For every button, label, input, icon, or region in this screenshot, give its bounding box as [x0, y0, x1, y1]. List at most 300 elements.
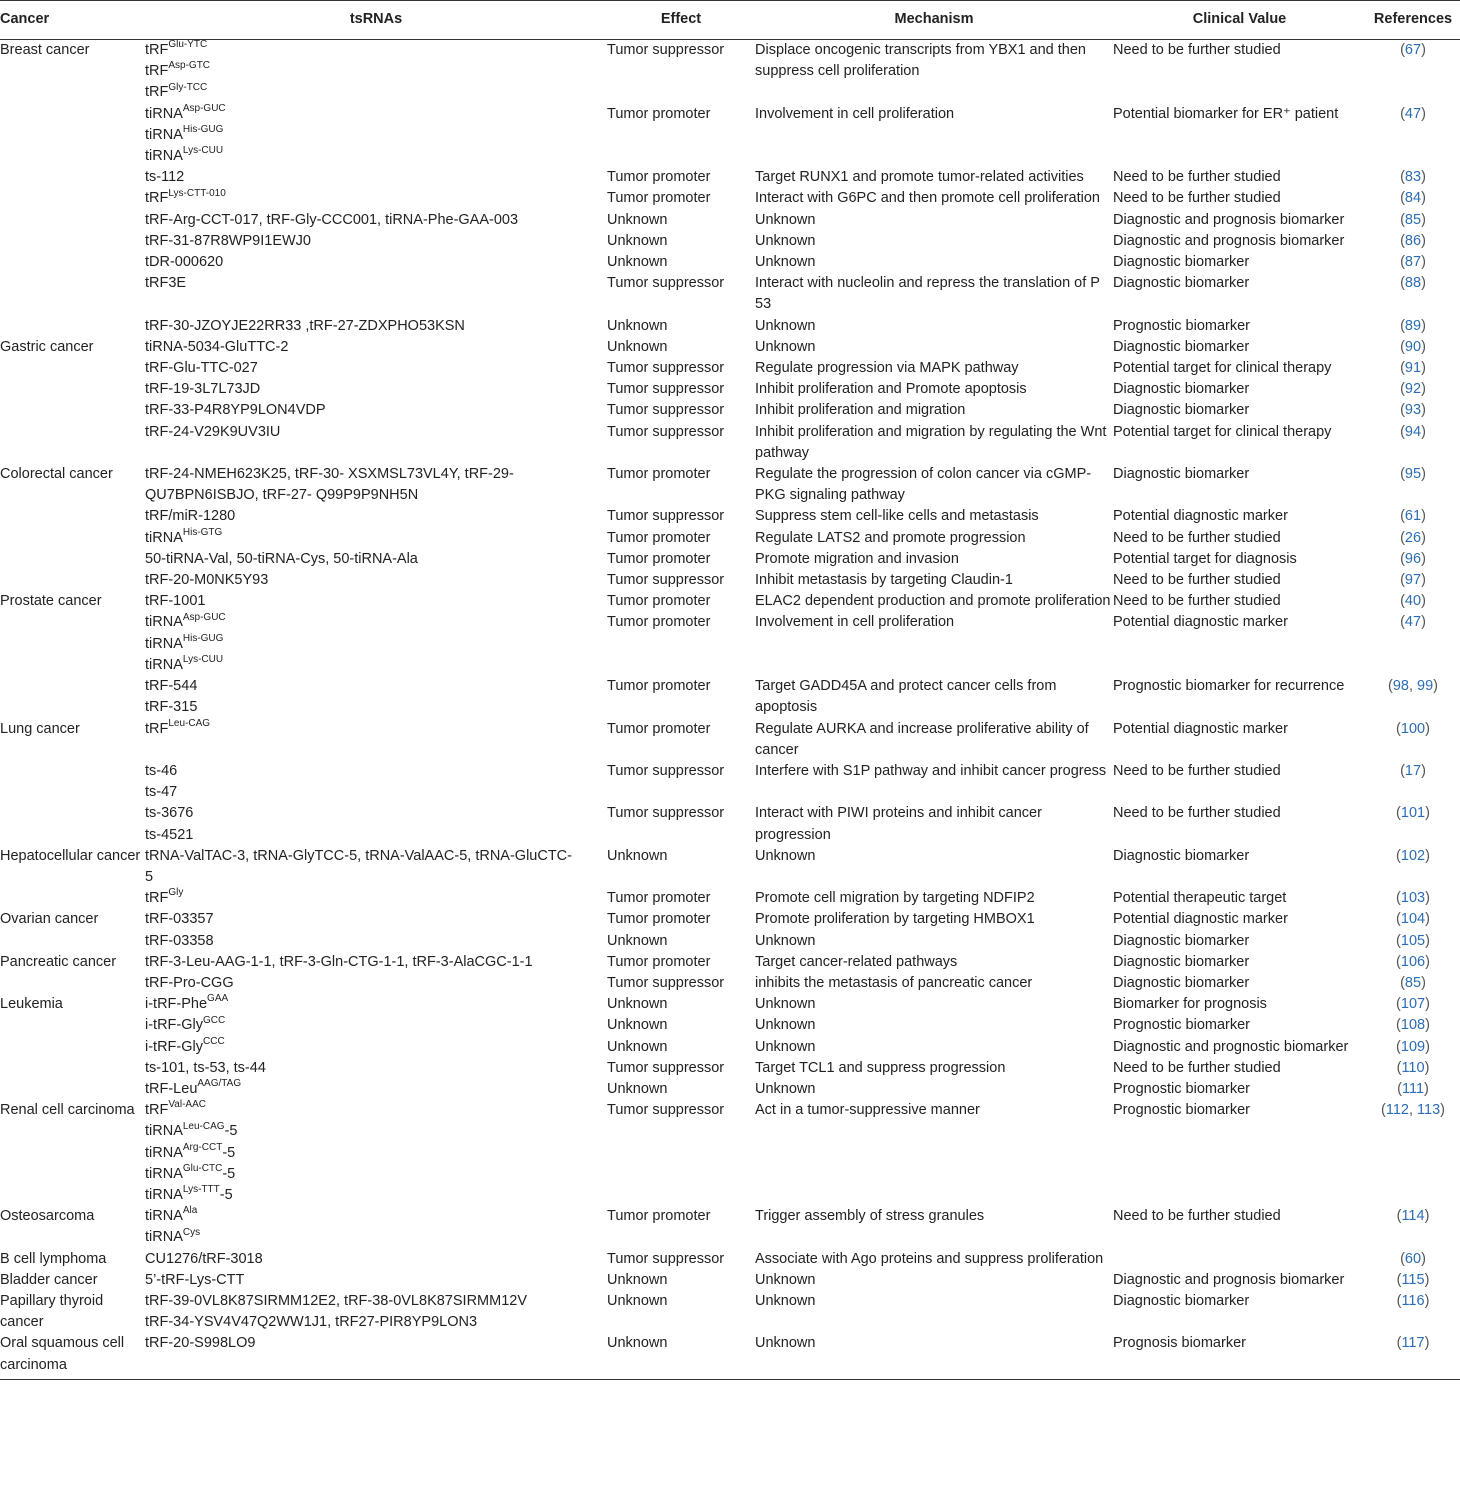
- cell-tsrnas: [145, 973, 607, 994]
- cell-mechanism: Interact with nucleolin and repress the translation of P 53: [755, 275, 1100, 313]
- reference-link[interactable]: 26: [1404, 529, 1422, 546]
- reference-link[interactable]: 115: [1401, 1271, 1425, 1288]
- tsrna-line: 5: [145, 868, 154, 885]
- cell-cancer: [0, 231, 145, 252]
- cell-cancer: [0, 612, 145, 676]
- reference-link[interactable]: 67: [1404, 42, 1422, 58]
- tsrna-superscript: Gly: [168, 887, 184, 899]
- tsrna-line: tRF-24-V29K9UV3IU: [145, 423, 281, 440]
- cell-clinical-value: Diagnostic and prognostic biomarker: [1113, 1038, 1349, 1055]
- cell-cancer: [0, 931, 145, 952]
- reference-link[interactable]: 108: [1400, 1017, 1426, 1034]
- cell-clinical-value: Prognostic biomarker: [1113, 317, 1250, 334]
- cell-references: (92): [1400, 381, 1426, 398]
- tsrna-line: tRF$^{Asp-GTC}$: [145, 60, 211, 80]
- tsrna-line: i-tRF-Gly$^{GCC}$: [145, 1014, 226, 1034]
- tsrna-superscript: Asp-GTC: [168, 60, 211, 72]
- cell-references: (98, 99): [1387, 678, 1439, 695]
- reference-link[interactable]: 61: [1404, 508, 1422, 525]
- cell-references: (95): [1400, 466, 1426, 483]
- cell-cancer: Papillary thyroid cancer: [0, 1292, 104, 1331]
- cell-effect: Unknown: [607, 1038, 668, 1055]
- reference-link[interactable]: 87: [1404, 254, 1422, 271]
- cell-tsrnas: [145, 506, 607, 527]
- cell-tsrnas: [145, 337, 607, 358]
- cell-effect: Unknown: [607, 932, 668, 949]
- header-cancer: Cancer: [0, 1, 145, 40]
- cell-references: (100): [1396, 720, 1430, 737]
- tsrna-line: tiRNA$^{Arg-CCT}$-5: [145, 1141, 236, 1161]
- cell-tsrnas: [145, 1100, 607, 1206]
- cell-cancer: [0, 1079, 145, 1100]
- tsrna-superscript: GCC: [203, 1014, 226, 1026]
- tsrna-line: tRF$^{Val-AAC}$: [145, 1099, 206, 1119]
- table-row: [0, 1100, 1460, 1206]
- tsrna-line: i-tRF-Gly$^{CCC}$: [145, 1035, 225, 1055]
- cell-tsrnas: [145, 167, 607, 188]
- cell-cancer: [0, 422, 145, 464]
- reference-link[interactable]: 47: [1404, 614, 1422, 631]
- cell-mechanism: Inhibit proliferation and migration by regulating the Wnt pathway: [755, 423, 1107, 461]
- cell-tsrnas: [145, 1206, 607, 1248]
- cell-clinical-value: Prognostic biomarker: [1113, 1017, 1250, 1034]
- reference-link[interactable]: 110: [1401, 1059, 1425, 1076]
- reference-link[interactable]: 104: [1400, 911, 1426, 928]
- cell-clinical-value: Diagnostic biomarker: [1113, 953, 1250, 970]
- cell-clinical-value: Potential target for diagnosis: [1113, 550, 1297, 567]
- table-row: [0, 549, 1460, 570]
- cell-references: (102): [1396, 847, 1430, 864]
- cell-cancer: [0, 506, 145, 527]
- table-row: [0, 273, 1460, 315]
- cell-effect: Tumor promoter: [607, 105, 711, 122]
- tsrna-superscript: Asp-GUC: [182, 611, 226, 623]
- table-row: [0, 316, 1460, 337]
- cell-mechanism: Target cancer-related pathways: [755, 953, 958, 970]
- tsrna-line: tRF-Leu$^{AAG/TAG}$: [145, 1078, 242, 1097]
- cell-tsrnas: [145, 761, 607, 803]
- cell-effect: Tumor promoter: [607, 890, 711, 907]
- cell-clinical-value: Potential therapeutic target: [1113, 890, 1287, 907]
- tsrna-line: 50-tiRNA-Val, 50-tiRNA-Cys, 50-tiRNA-Ala: [145, 550, 418, 567]
- cell-clinical-value: Need to be further studied: [1113, 572, 1281, 589]
- table-row: [0, 210, 1460, 231]
- cell-effect: Unknown: [607, 847, 668, 864]
- tsrna-line: tRF-20-M0NK5Y93: [145, 572, 269, 589]
- cell-clinical-value: Need to be further studied: [1113, 1059, 1281, 1076]
- cell-references: (83): [1400, 169, 1426, 186]
- reference-link[interactable]: 85: [1404, 974, 1422, 991]
- cell-cancer: Osteosarcoma: [0, 1208, 95, 1225]
- cell-effect: Tumor promoter: [607, 953, 711, 970]
- tsrna-line: tRF$^{Leu-CAG}$: [145, 717, 211, 737]
- tsrna-line: tRF-3-Leu-AAG-1-1, tRF-3-Gln-CTG-1-1, tRF-3-AlaCGC-1-1: [145, 953, 533, 970]
- cell-clinical-value: Potential diagnostic marker: [1113, 720, 1288, 737]
- cell-mechanism: Unknown: [755, 1038, 816, 1055]
- tsrna-superscript: Lys-CUU: [182, 654, 224, 666]
- table-row: [0, 803, 1460, 845]
- cell-mechanism: Unknown: [755, 847, 816, 864]
- tsrna-superscript: CCC: [203, 1035, 225, 1047]
- reference-link[interactable]: 116: [1401, 1292, 1425, 1309]
- reference-link[interactable]: 92: [1404, 381, 1422, 398]
- cell-tsrnas: [145, 210, 607, 231]
- cell-cancer: [0, 570, 145, 591]
- tsrna-line: QU7BPN6ISBJO, tRF-27- Q99P9P9NH5N: [145, 487, 419, 504]
- cell-clinical-value: Potential diagnostic marker: [1113, 508, 1288, 525]
- table-row: [0, 888, 1460, 909]
- tsrna-line: tRF-34-YSV4V47Q2WW1J1, tRF27-PIR8YP9LON3: [145, 1314, 478, 1331]
- tsrna-line: tRF-24-NMEH623K25, tRF-30- XSXMSL73VL4Y, tRF-29-: [145, 466, 514, 483]
- tsrna-superscript: His-GUG: [182, 632, 224, 644]
- cell-mechanism: Promote migration and invasion: [755, 550, 959, 567]
- cell-clinical-value: Potential diagnostic marker: [1113, 911, 1288, 928]
- cell-clinical-value: Need to be further studied: [1113, 762, 1281, 779]
- cell-tsrnas: [145, 528, 607, 549]
- reference-link[interactable]: 111: [1401, 1080, 1425, 1097]
- cell-effect: Tumor suppressor: [607, 974, 725, 991]
- cell-clinical-value: Potential target for clinical therapy: [1113, 360, 1332, 377]
- cell-references: (109): [1396, 1038, 1430, 1055]
- reference-link[interactable]: 102: [1400, 847, 1426, 864]
- cell-effect: Tumor promoter: [607, 169, 711, 186]
- table-row: [0, 994, 1460, 1015]
- cell-effect: Tumor suppressor: [607, 1059, 725, 1076]
- cell-references: (112, 113): [1381, 1102, 1445, 1119]
- cell-references: (93): [1400, 402, 1426, 419]
- cell-tsrnas: [145, 422, 607, 464]
- cell-references: (106): [1396, 953, 1430, 970]
- cell-mechanism: Unknown: [755, 932, 816, 949]
- cell-clinical-value: Diagnostic biomarker: [1113, 254, 1250, 271]
- cell-mechanism: Involvement in cell proliferation: [755, 614, 955, 631]
- cell-mechanism: Displace oncogenic transcripts from YBX1 and then suppress cell proliferation: [755, 42, 1086, 80]
- reference-link[interactable]: 100: [1400, 720, 1426, 737]
- table-row: [0, 846, 1460, 888]
- cell-cancer: Prostate cancer: [0, 593, 102, 610]
- cell-tsrnas: [145, 931, 607, 952]
- cell-cancer: B cell lymphoma: [0, 1250, 107, 1267]
- cell-clinical-value: Diagnostic and prognosis biomarker: [1113, 211, 1345, 228]
- table-row: [0, 506, 1460, 527]
- cell-mechanism: Associate with Ago proteins and suppress proliferation: [755, 1250, 1104, 1267]
- cell-cancer: [0, 104, 145, 168]
- cell-mechanism: Target TCL1 and suppress progression: [755, 1059, 1006, 1076]
- reference-link[interactable]: 93: [1404, 402, 1422, 419]
- table-row: [0, 1079, 1460, 1100]
- cell-references: (114): [1396, 1208, 1430, 1225]
- tsrna-line: tiRNA$^{Lys-CUU}$: [145, 654, 224, 673]
- cell-tsrnas: [145, 400, 607, 421]
- cell-references: (86): [1400, 232, 1426, 249]
- cell-mechanism: Unknown: [755, 211, 816, 228]
- tsrna-superscript: His-GUG: [182, 123, 224, 135]
- cell-cancer: Leukemia: [0, 996, 63, 1013]
- table-row: [0, 1206, 1460, 1248]
- table-row: [0, 612, 1460, 676]
- cell-mechanism: Interact with G6PC and then promote cell proliferation: [755, 190, 1100, 207]
- tsrna-line: tiRNA$^{Cys}$: [145, 1226, 201, 1246]
- cell-effect: Tumor promoter: [607, 466, 711, 483]
- cell-cancer: [0, 252, 145, 273]
- tsrna-line: tRF-03357: [145, 911, 214, 928]
- cell-effect: Tumor suppressor: [607, 572, 725, 589]
- cell-effect: Tumor suppressor: [607, 762, 725, 779]
- reference-link[interactable]: 106: [1400, 953, 1426, 970]
- tsrna-line: tiRNA$^{Lys-CUU}$: [145, 145, 224, 165]
- cell-cancer: Hepatocellular cancer: [0, 847, 141, 864]
- tsrna-superscript: Glu-YTC: [168, 39, 208, 51]
- cell-cancer: [0, 549, 145, 570]
- tsrna-superscript: Leu-CAG: [182, 1120, 225, 1132]
- cell-clinical-value: Need to be further studied: [1113, 190, 1281, 207]
- cell-mechanism: Unknown: [755, 996, 816, 1013]
- cell-clinical-value: Diagnostic and prognosis biomarker: [1113, 1271, 1345, 1288]
- reference-link[interactable]: 114: [1401, 1208, 1425, 1225]
- cell-effect: Tumor suppressor: [607, 1250, 725, 1267]
- cell-clinical-value: Biomarker for prognosis: [1113, 996, 1267, 1013]
- cell-clinical-value: Prognostic biomarker: [1113, 1102, 1250, 1119]
- cell-cancer: Pancreatic cancer: [0, 953, 117, 970]
- cell-mechanism: Regulate progression via MAPK pathway: [755, 360, 1019, 377]
- cell-references: (104): [1396, 911, 1430, 928]
- tsrna-line: tiRNA$^{Asp-GUC}$: [145, 611, 226, 631]
- cell-clinical-value: Diagnostic biomarker: [1113, 402, 1250, 419]
- reference-link[interactable]: 89: [1404, 317, 1422, 334]
- reference-link[interactable]: 83: [1404, 169, 1422, 186]
- cell-tsrnas: [145, 1079, 607, 1100]
- cell-cancer: [0, 528, 145, 549]
- reference-link[interactable]: 86: [1404, 232, 1422, 249]
- reference-link[interactable]: 88: [1404, 275, 1422, 292]
- cell-references: (89): [1400, 317, 1426, 334]
- tsrna-line: tRF-Glu-TTC-027: [145, 360, 258, 377]
- reference-link[interactable]: 84: [1404, 190, 1422, 207]
- cell-effect: Unknown: [607, 1080, 668, 1097]
- cell-clinical-value: Diagnostic biomarker: [1113, 847, 1250, 864]
- cell-clinical-value: Diagnostic biomarker: [1113, 381, 1250, 398]
- tsrna-line: tRF-Pro-CGG: [145, 974, 234, 991]
- tsrna-superscript: Lys-CUU: [182, 145, 224, 157]
- cell-references: (108): [1396, 1017, 1430, 1034]
- table-header: [0, 1, 1460, 40]
- cell-effect: Unknown: [607, 317, 668, 334]
- cell-references: (90): [1400, 338, 1426, 355]
- cell-effect: Tumor suppressor: [607, 42, 725, 58]
- cell-mechanism: Suppress stem cell-like cells and metastasis: [755, 508, 1039, 525]
- cell-mechanism: Unknown: [755, 1333, 1113, 1379]
- cell-effect: Unknown: [607, 211, 668, 228]
- tsrna-superscript: GAA: [207, 993, 229, 1005]
- reference-link[interactable]: 109: [1400, 1038, 1426, 1055]
- tsrna-line: i-tRF-Phe$^{GAA}$: [145, 993, 229, 1013]
- tsrna-line: tDR-000620: [145, 254, 224, 271]
- cell-cancer: [0, 188, 145, 209]
- cell-mechanism: inhibits the metastasis of pancreatic cancer: [755, 974, 1033, 991]
- cell-effect: Unknown: [607, 1292, 668, 1309]
- cell-mechanism: Unknown: [755, 254, 816, 271]
- tsrna-line: tRNA-ValTAC-3, tRNA-GlyTCC-5, tRNA-ValAAC-5, tRNA-GluCTC-: [145, 847, 572, 864]
- tsrna-superscript: Leu-CAG: [168, 717, 211, 729]
- table-row: [0, 167, 1460, 188]
- cell-references: (26): [1400, 529, 1426, 546]
- cell-mechanism: Unknown: [755, 1080, 816, 1097]
- cell-references: (88): [1400, 275, 1426, 292]
- tsrna-line: tRF-03358: [145, 932, 214, 949]
- cell-mechanism: Target RUNX1 and promote tumor-related activities: [755, 169, 1084, 186]
- cell-effect: Tumor promoter: [607, 1208, 711, 1225]
- tsrna-superscript: Arg-CCT: [182, 1141, 223, 1153]
- tsrna-line: ts-101, ts-53, ts-44: [145, 1059, 266, 1076]
- cell-cancer: [0, 888, 145, 909]
- cell-clinical-value: Diagnostic biomarker: [1113, 275, 1250, 292]
- cell-references: (97): [1400, 572, 1426, 589]
- tsrna-line: tRF$^{Gly-TCC}$: [145, 81, 208, 101]
- tsrna-line: ts-4521: [145, 826, 194, 843]
- cell-clinical-value: Potential target for clinical therapy: [1113, 423, 1332, 440]
- cell-tsrnas: [145, 952, 607, 973]
- reference-link[interactable]: 95: [1404, 466, 1422, 483]
- cell-references: (111): [1397, 1080, 1429, 1097]
- cell-tsrnas: [145, 1058, 607, 1079]
- cell-effect: Unknown: [607, 1017, 668, 1034]
- reference-link[interactable]: 105: [1400, 932, 1426, 949]
- reference-link[interactable]: 96: [1404, 550, 1422, 567]
- table-row: [0, 231, 1460, 252]
- cell-references: (117): [1366, 1333, 1460, 1379]
- tsrna-line: ts-112: [145, 169, 185, 186]
- reference-link[interactable]: 99: [1417, 678, 1434, 695]
- tsrna-line: tiRNA$^{His-GUG}$: [145, 632, 224, 652]
- cell-mechanism: Unknown: [755, 338, 816, 355]
- tsrna-line: tiRNA$^{Ala}$: [145, 1205, 198, 1225]
- cell-mechanism: Unknown: [755, 317, 816, 334]
- tsrna-superscript: Lys-CTT-010: [168, 187, 226, 199]
- cell-references: (115): [1396, 1271, 1430, 1288]
- cell-references: (94): [1400, 423, 1426, 440]
- cell-effect: Tumor promoter: [607, 593, 711, 610]
- tsrna-superscript: Val-AAC: [168, 1099, 206, 1111]
- cell-mechanism: Regulate the progression of colon cancer via cGMP-PKG signaling pathway: [755, 466, 1092, 504]
- cell-references: (47): [1400, 614, 1426, 631]
- cell-cancer: [0, 167, 145, 188]
- cell-effect: Unknown: [607, 1333, 755, 1379]
- cell-cancer: [0, 803, 145, 845]
- cell-cancer: [0, 210, 145, 231]
- table-row: [0, 909, 1460, 930]
- cell-cancer: [0, 400, 145, 421]
- table-row: [0, 104, 1460, 168]
- cell-tsrnas: [145, 1291, 607, 1333]
- cell-tsrnas: [145, 358, 607, 379]
- reference-link[interactable]: 94: [1404, 423, 1422, 440]
- cell-cancer: [0, 761, 145, 803]
- cell-mechanism: Regulate LATS2 and promote progression: [755, 529, 1026, 546]
- table-row: [0, 422, 1460, 464]
- reference-link[interactable]: 101: [1400, 805, 1426, 822]
- cell-effect: Tumor suppressor: [607, 805, 725, 822]
- tsrna-line: tRF-39-0VL8K87SIRMM12E2, tRF-38-0VL8K87SIRMM12V: [145, 1292, 527, 1309]
- cell-clinical-value: Diagnostic biomarker: [1113, 974, 1250, 991]
- cell-tsrnas: [145, 1333, 607, 1379]
- tsrna-line: tRF-31-87R8WP9I1EWJ0: [145, 232, 311, 249]
- cell-tsrnas: [145, 231, 607, 252]
- header-effect: Effect: [607, 1, 755, 40]
- tsrna-superscript: Gly-TCC: [168, 81, 208, 93]
- table-row: [0, 931, 1460, 952]
- reference-link[interactable]: 90: [1404, 338, 1422, 355]
- header-mechanism: Mechanism: [755, 1, 1113, 40]
- reference-link[interactable]: 103: [1400, 890, 1426, 907]
- table-row: [0, 252, 1460, 273]
- reference-link[interactable]: 113: [1417, 1102, 1441, 1119]
- header-tsrnas: tsRNAs: [145, 1, 607, 40]
- cell-mechanism: Regulate AURKA and increase proliferative ability of cancer: [755, 720, 1089, 758]
- tsrna-line: tiRNA$^{Leu-CAG}$-5: [145, 1120, 238, 1140]
- reference-link[interactable]: 97: [1404, 572, 1422, 589]
- reference-link[interactable]: 60: [1404, 1250, 1422, 1267]
- table-row: [0, 1249, 1460, 1270]
- cell-effect: Unknown: [607, 254, 668, 271]
- table-row: [0, 719, 1460, 761]
- reference-link[interactable]: 107: [1400, 996, 1426, 1013]
- cell-mechanism: Inhibit metastasis by targeting Claudin-1: [755, 572, 1013, 589]
- tsrna-line: tRF-20-S998LO9: [145, 1335, 256, 1352]
- cell-tsrnas: [145, 1037, 607, 1058]
- cell-references: (60): [1400, 1250, 1426, 1267]
- tsrna-line: ts-47: [145, 784, 178, 801]
- reference-link[interactable]: 98: [1392, 678, 1409, 695]
- cell-cancer: Ovarian cancer: [0, 911, 99, 928]
- cell-clinical-value: Need to be further studied: [1113, 805, 1281, 822]
- reference-link[interactable]: 91: [1404, 360, 1422, 377]
- cell-tsrnas: [145, 570, 607, 591]
- cell-cancer: [0, 676, 145, 718]
- reference-link[interactable]: 85: [1404, 211, 1422, 228]
- cell-tsrnas: [145, 188, 607, 209]
- cell-cancer: Lung cancer: [0, 720, 80, 737]
- tsrna-superscript: Asp-GUC: [182, 102, 226, 114]
- cell-references: (85): [1400, 211, 1426, 228]
- cell-references: (107): [1396, 996, 1430, 1013]
- cell-clinical-value: Need to be further studied: [1113, 42, 1281, 58]
- tsrna-line: tiRNA$^{Asp-GUC}$: [145, 102, 226, 122]
- cell-effect: Tumor suppressor: [607, 508, 725, 525]
- cell-effect: Tumor promoter: [607, 550, 711, 567]
- reference-link[interactable]: 17: [1404, 762, 1422, 779]
- tsrna-superscript: Cys: [182, 1226, 201, 1238]
- cell-effect: Tumor promoter: [607, 911, 711, 928]
- cell-cancer: [0, 358, 145, 379]
- cell-cancer: [0, 1015, 145, 1036]
- cell-clinical-value: Prognosis biomarker: [1113, 1333, 1366, 1379]
- tsrna-superscript: AAG/TAG: [197, 1078, 242, 1090]
- cell-references: (17): [1400, 762, 1426, 779]
- cell-mechanism: Promote cell migration by targeting NDFIP2: [755, 890, 1035, 907]
- cell-effect: Tumor promoter: [607, 529, 711, 546]
- table-row: [0, 676, 1460, 718]
- cell-mechanism: Inhibit proliferation and migration: [755, 402, 966, 419]
- reference-link[interactable]: 47: [1404, 105, 1422, 122]
- reference-link[interactable]: 40: [1404, 593, 1422, 610]
- table-row: [0, 1015, 1460, 1036]
- cell-references: (87): [1400, 254, 1426, 271]
- cell-references: (67): [1400, 42, 1426, 58]
- reference-link[interactable]: 112: [1385, 1102, 1409, 1119]
- table-row: [0, 570, 1460, 591]
- reference-link[interactable]: 117: [1401, 1335, 1425, 1352]
- cell-clinical-value: Need to be further studied: [1113, 593, 1281, 610]
